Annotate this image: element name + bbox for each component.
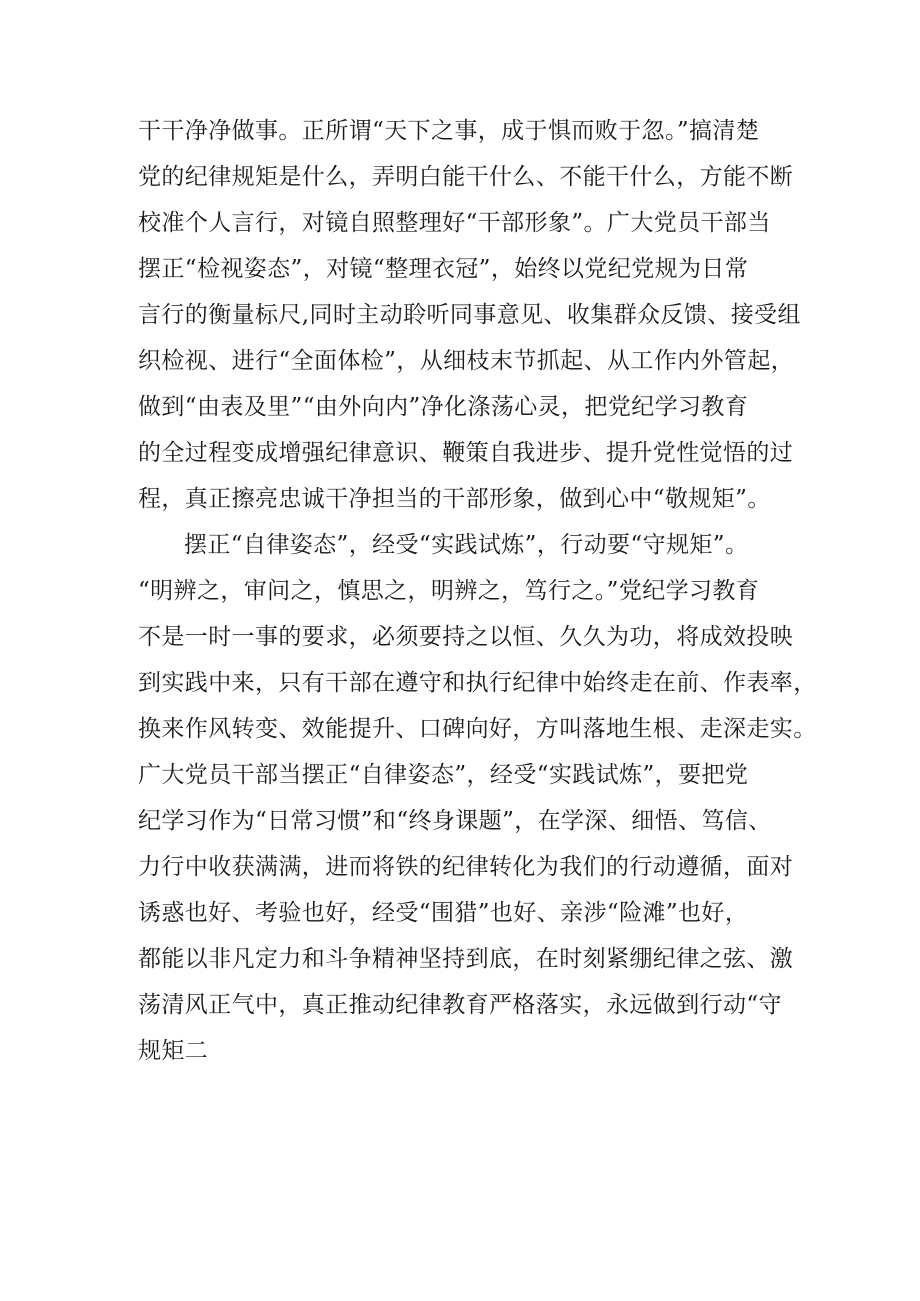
text-line: 党的纪律规矩是什么，弄明白能干什么、不能干什么，方能不断 bbox=[138, 164, 794, 190]
text-line: 不是一时一事的要求，必须要持之以恒、久久为功，将成效投映 bbox=[138, 624, 794, 650]
text-line: 荡清风正气中，真正推动纪律教育严格落实，永远做到行动“守 bbox=[138, 992, 782, 1018]
text-line: 摆正“检视姿态”，对镜“整理衣冠”，始终以党纪党规为日常 bbox=[138, 256, 749, 282]
body-text bbox=[138, 108, 828, 1074]
text-line: 到实践中来，只有干部在遵守和执行纪律中始终走在前、作表率， bbox=[138, 670, 817, 696]
text-line: 言行的衡量标尺,同时主动聆听同事意见、收集群众反馈、接受组 bbox=[138, 302, 801, 328]
text-line: 规矩二 bbox=[138, 1038, 209, 1064]
text-line: “明辨之，审问之，慎思之，明辨之，笃行之。”党纪学习教育 bbox=[138, 578, 760, 604]
text-line: 力行中收获满满，进而将铁的纪律转化为我们的行动遵循，面对 bbox=[138, 854, 794, 880]
text-line: 程，真正擦亮忠诚干净担当的干部形象，做到心中“敬规矩”。 bbox=[138, 486, 771, 512]
text-line: 校准个人言行，对镜自照整理好“干部形象”。广大党员干部当 bbox=[138, 210, 771, 236]
text-line: 广大党员干部当摆正“自律姿态”，经受“实践试炼”，要把党 bbox=[138, 762, 749, 788]
text-line: 纪学习作为“日常习惯”和“终身课题”，在学深、细悟、笃信、 bbox=[138, 808, 772, 834]
text-line: 做到“由表及里”“由外向内”净化涤荡心灵，把党纪学习教育 bbox=[138, 394, 749, 420]
text-line: 诱惑也好、考验也好，经受“围猎”也好、亲涉“险滩”也好， bbox=[138, 900, 749, 926]
text-line: 都能以非凡定力和斗争精神坚持到底，在时刻紧绷纪律之弦、激 bbox=[138, 946, 794, 972]
text-line: 换来作风转变、效能提升、口碑向好，方叫落地生根、走深走实。 bbox=[138, 716, 817, 742]
text-line: 干干净净做事。正所谓“天下之事，成于惧而败于忽。”搞清楚 bbox=[138, 118, 760, 144]
paragraph-start-line: 摆正“自律姿态”，经受“实践试炼”，行动要“守规矩”。 bbox=[184, 532, 749, 558]
text-line: 织检视、进行“全面体检”，从细枝末节抓起、从工作内外管起， bbox=[138, 348, 795, 374]
text-line: 的全过程变成增强纪律意识、鞭策自我进步、提升党性觉悟的过 bbox=[138, 440, 794, 466]
